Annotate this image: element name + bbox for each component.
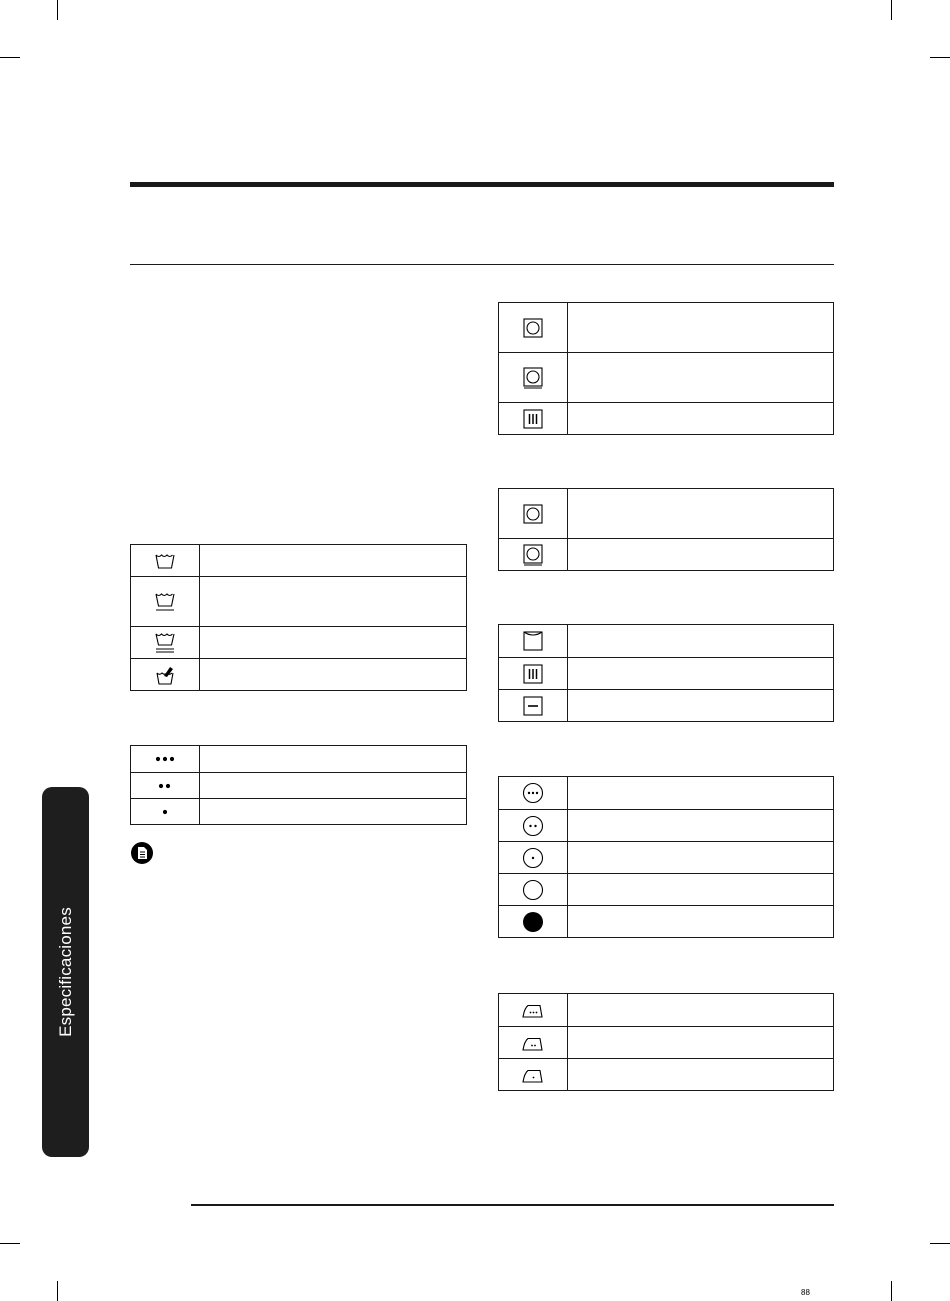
table-cell bbox=[568, 906, 834, 938]
drip-dry-icon bbox=[499, 403, 568, 435]
hand-wash-icon bbox=[131, 659, 200, 691]
drying-symbols-table bbox=[498, 624, 834, 722]
dry-flat-icon bbox=[499, 690, 568, 722]
table-row bbox=[499, 842, 834, 874]
table-cell bbox=[200, 577, 467, 627]
table-row bbox=[499, 403, 834, 435]
table-cell bbox=[200, 773, 467, 799]
table-cell bbox=[200, 799, 467, 825]
tumble-dry-gentle-icon bbox=[499, 539, 568, 571]
table-cell bbox=[568, 690, 834, 722]
table-row bbox=[499, 539, 834, 571]
table-cell bbox=[568, 874, 834, 906]
table-row bbox=[499, 810, 834, 842]
tumble-dry-icon bbox=[499, 489, 568, 539]
table-cell bbox=[200, 659, 467, 691]
table-cell bbox=[568, 539, 834, 571]
professional-cleaning-symbols-table bbox=[498, 776, 834, 938]
line-dry-icon bbox=[499, 625, 568, 658]
table-row bbox=[131, 577, 467, 627]
crop-mark bbox=[57, 1281, 58, 1301]
table-cell bbox=[200, 545, 467, 577]
crop-mark bbox=[0, 57, 20, 58]
table-row bbox=[131, 746, 467, 773]
wash-tub-icon bbox=[131, 545, 200, 577]
side-tab-label: Especificaciones bbox=[55, 907, 75, 1037]
circle-two-dots-icon bbox=[499, 810, 568, 842]
page-number: 88 bbox=[801, 1288, 810, 1297]
table-cell bbox=[568, 994, 834, 1027]
three-dots-icon bbox=[131, 746, 200, 773]
table-row bbox=[131, 659, 467, 691]
circle-three-dots-icon bbox=[499, 777, 568, 810]
table-row bbox=[499, 1027, 834, 1059]
table-cell bbox=[568, 303, 834, 353]
table-row bbox=[499, 874, 834, 906]
table-cell bbox=[568, 403, 834, 435]
dry-clean-symbols-table bbox=[498, 302, 834, 435]
section-rule bbox=[130, 264, 834, 265]
table-row bbox=[499, 353, 834, 403]
iron-one-dot-icon bbox=[499, 1059, 568, 1091]
table-row bbox=[499, 994, 834, 1027]
temperature-symbols-table bbox=[130, 745, 467, 825]
table-row bbox=[499, 303, 834, 353]
table-row bbox=[499, 658, 834, 690]
crop-mark bbox=[930, 1243, 950, 1244]
tumble-dry-icon bbox=[499, 303, 568, 353]
table-row bbox=[131, 627, 467, 659]
table-row bbox=[499, 1059, 834, 1091]
header-rule bbox=[130, 182, 834, 187]
table-row bbox=[499, 777, 834, 810]
table-cell bbox=[568, 842, 834, 874]
crop-mark bbox=[930, 57, 950, 58]
table-cell bbox=[200, 746, 467, 773]
circle-filled-icon bbox=[499, 906, 568, 938]
circle-one-dot-icon bbox=[499, 842, 568, 874]
wash-tub-single-underline-icon bbox=[131, 577, 200, 627]
washing-symbols-table bbox=[130, 544, 467, 691]
crop-mark bbox=[0, 1243, 20, 1244]
table-row bbox=[131, 799, 467, 825]
table-cell bbox=[568, 658, 834, 690]
tumble-dry-gentle-icon bbox=[499, 353, 568, 403]
table-row bbox=[499, 690, 834, 722]
table-cell bbox=[568, 1027, 834, 1059]
table-cell bbox=[568, 810, 834, 842]
tumble-dry-symbols-table bbox=[498, 488, 834, 571]
table-row bbox=[499, 625, 834, 658]
ironing-symbols-table bbox=[498, 993, 834, 1091]
table-cell bbox=[568, 489, 834, 539]
note-icon bbox=[131, 842, 153, 864]
table-row bbox=[131, 545, 467, 577]
table-cell bbox=[568, 777, 834, 810]
footer-rule bbox=[191, 1204, 834, 1206]
table-cell bbox=[568, 625, 834, 658]
two-dots-icon bbox=[131, 773, 200, 799]
wash-tub-double-underline-icon bbox=[131, 627, 200, 659]
table-row bbox=[499, 906, 834, 938]
crop-mark bbox=[57, 0, 58, 20]
iron-three-dots-icon bbox=[499, 994, 568, 1027]
drip-dry-icon bbox=[499, 658, 568, 690]
iron-two-dots-icon bbox=[499, 1027, 568, 1059]
table-cell bbox=[200, 627, 467, 659]
table-row bbox=[131, 773, 467, 799]
crop-mark bbox=[891, 1281, 892, 1301]
table-row bbox=[499, 489, 834, 539]
one-dot-icon bbox=[131, 799, 200, 825]
table-cell bbox=[568, 353, 834, 403]
crop-mark bbox=[891, 0, 892, 20]
circle-empty-icon bbox=[499, 874, 568, 906]
table-cell bbox=[568, 1059, 834, 1091]
side-tab bbox=[42, 787, 89, 1157]
